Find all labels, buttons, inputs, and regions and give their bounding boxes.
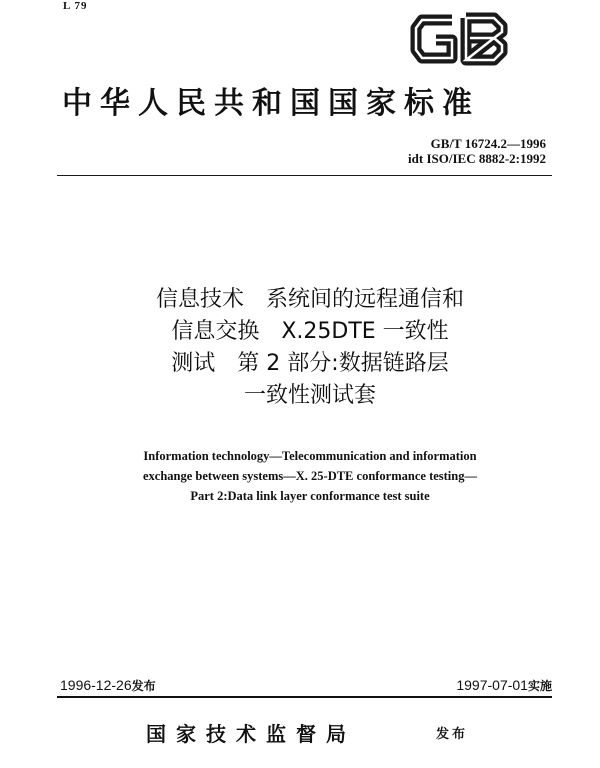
english-title-line-3: Part 2:Data link layer conformance test suite [190, 489, 430, 503]
english-title-line-1: Information technology—Telecommunication and information [143, 449, 477, 463]
issue-date: 1996-12-26 [60, 677, 132, 693]
issue-date-group [60, 677, 156, 694]
standard-number: GB/T 16724.2—1996 [430, 136, 546, 151]
standard-code-block [408, 136, 546, 166]
chinese-title [60, 284, 560, 412]
implement-label: 实施 [527, 679, 552, 693]
bottom-rule [57, 696, 552, 698]
chinese-title-line-1: 信息技术 系统间的远程通信和 [155, 287, 464, 312]
implement-date-group [456, 677, 552, 694]
issue-label: 发布 [131, 679, 156, 693]
chinese-title-line-3: 测试 第 2 部分:数据链路层 [171, 351, 449, 376]
idt-reference: idt ISO/IEC 8882-2:1992 [408, 151, 546, 166]
chinese-title-line-4: 一致性测试套 [243, 383, 376, 408]
gb-logo [408, 8, 512, 70]
publisher-name: 国家技术监督局 [146, 722, 356, 746]
publish-label: 发布 [436, 727, 469, 742]
classification-code: L 79 [63, 0, 88, 12]
english-title [70, 446, 550, 506]
implement-date: 1997-07-01 [456, 677, 528, 693]
national-standard-title: 中华人民共和国国家标准 [62, 86, 480, 121]
top-rule [57, 175, 552, 176]
english-title-line-2: exchange between systems—X. 25-DTE conformance testing— [143, 469, 477, 483]
chinese-title-line-2: 信息交换 X.25DTE 一致性 [171, 319, 449, 344]
